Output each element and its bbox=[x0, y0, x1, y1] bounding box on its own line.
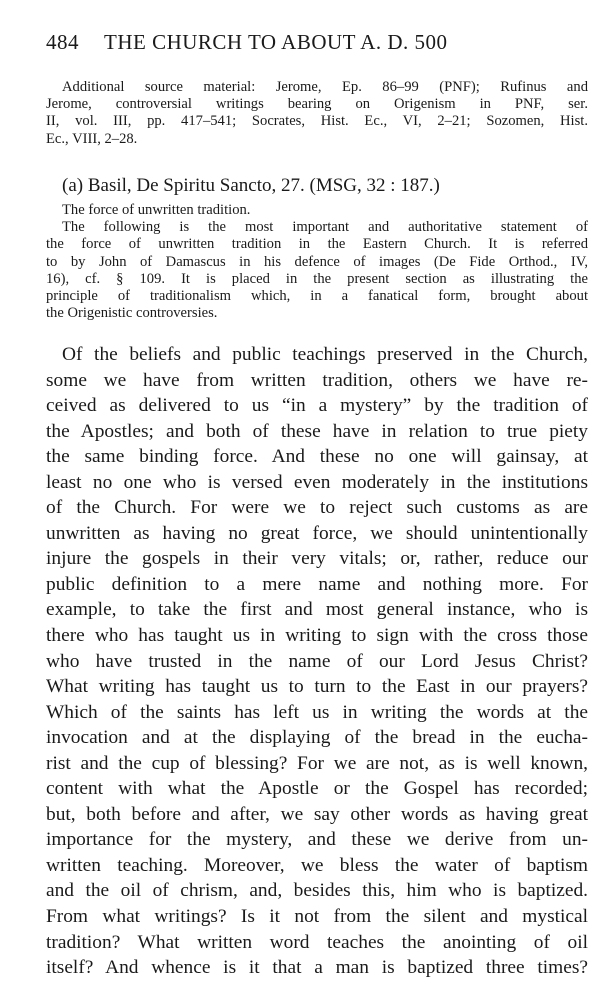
body-text bbox=[46, 342, 588, 981]
section-intro bbox=[46, 202, 588, 322]
text-line: Additional source material: Jerome, Ep. 86–99 (PNF); Rufinus and bbox=[62, 79, 588, 95]
text-line: Which of the saints has left us in writing the words at the bbox=[46, 701, 588, 723]
text-line: the Origenistic controversies. bbox=[46, 305, 218, 322]
text-line: unwritten as having no great force, we should unintentionally bbox=[46, 522, 588, 544]
text-line: importance for the mystery, and these we derive from un- bbox=[46, 829, 588, 851]
text-line: content with what the Apostle or the Gospel has recorded; bbox=[46, 778, 588, 800]
text-line: itself? And whence is it that a man is baptized three times? bbox=[46, 957, 588, 979]
text-line: Ec., VIII, 2–28. bbox=[46, 130, 138, 147]
text-line: The following is the most important and authoritative statement of bbox=[62, 219, 588, 236]
text-line: the Apostles; and both of these have in relation to true piety bbox=[46, 420, 588, 442]
section-heading: (a) Basil, De Spiritu Sancto, 27. (MSG, 32 : 187.) bbox=[62, 175, 440, 196]
text-line: some we have from written tradition, others we have re- bbox=[46, 369, 588, 391]
text-line: public definition to a mere name and nothing more. For bbox=[46, 573, 588, 595]
text-line: written teaching. Moreover, we bless the water of baptism bbox=[46, 854, 588, 876]
text-line: Of the beliefs and public teachings preserved in the Church, bbox=[62, 344, 588, 365]
text-line: Jerome, controversial writings bearing on Origenism in PNF, ser. bbox=[46, 96, 588, 113]
page-number: 484 bbox=[46, 30, 79, 54]
text-line: 16), cf. § 109. It is placed in the present section as illustrating the bbox=[46, 270, 588, 287]
text-line: and the oil of chrism, and, besides this, him who is baptized. bbox=[46, 880, 588, 902]
text-line: What writing has taught us to turn to the East in our prayers? bbox=[46, 676, 588, 698]
text-line: tradition? What written word teaches the anointing of oil bbox=[46, 931, 588, 953]
text-line: but, both before and after, we say other words as having great bbox=[46, 803, 588, 825]
text-line: there who has taught us in writing to sign with the cross those bbox=[46, 625, 588, 647]
text-line: rist and the cup of blessing? For we are not, as is well known, bbox=[46, 752, 588, 774]
text-line: example, to take the first and most general instance, who is bbox=[46, 599, 588, 621]
text-line: The force of unwritten tradition. bbox=[62, 202, 251, 218]
text-line: who have trusted in the name of our Lord Jesus Christ? bbox=[46, 650, 588, 672]
text-line: the same binding force. And these no one will gainsay, at bbox=[46, 446, 588, 468]
text-line: II, vol. III, pp. 417–541; Socrates, Hist. Ec., VI, 2–21; Sozomen, Hist. bbox=[46, 113, 588, 130]
text-line: to by John of Damascus in his defence of images (De Fide Orthod., IV, bbox=[46, 253, 588, 270]
text-line: ceived as delivered to us “in a mystery” by the tradition of bbox=[46, 395, 588, 417]
text-line: invocation and at the displaying of the bread in the eucha- bbox=[46, 727, 588, 749]
text-line: the force of unwritten tradition in the Eastern Church. It is referred bbox=[46, 236, 588, 253]
text-line: of the Church. For were we to reject such customs as are bbox=[46, 497, 588, 519]
text-line: injure the gospels in their very vitals; or, rather, reduce our bbox=[46, 548, 588, 570]
text-line: least no one who is versed even moderately in the institutions bbox=[46, 471, 588, 493]
additional-sources bbox=[46, 79, 588, 148]
text-line: principle of traditionalism which, in a fanatical form, brought about bbox=[46, 288, 588, 305]
text-line: From what writings? Is it not from the silent and mystical bbox=[46, 906, 588, 928]
running-header bbox=[46, 30, 448, 55]
running-title: THE CHURCH TO ABOUT A. D. 500 bbox=[104, 30, 448, 54]
